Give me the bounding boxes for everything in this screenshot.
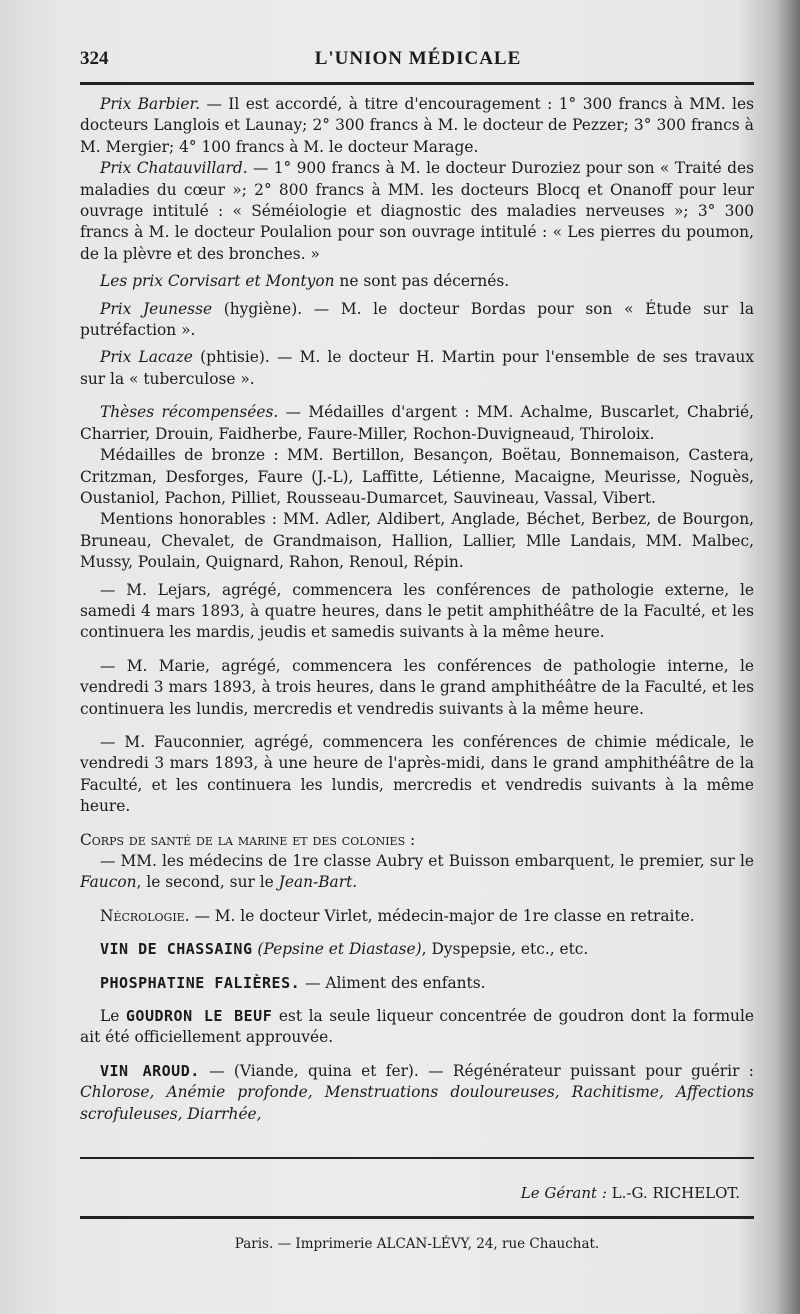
header-rule [80, 82, 754, 85]
footer-rule-bottom [80, 1216, 754, 1219]
footer-rule-top [80, 1157, 754, 1159]
article-body [80, 94, 754, 1125]
gerant-signature: Le Gérant : L.-G. RICHELOT. [520, 1184, 740, 1202]
imprint-line: Paris. — Imprimerie ALCAN-LÉVY, 24, rue Chauchat. [234, 1236, 600, 1252]
paragraph-prix-jeunesse: Prix Jeunesse (hygiène). — M. le docteur Bordas pour son « Étude sur la putréfaction ». [80, 299, 754, 340]
paragraph-prix-lacaze: Prix Lacaze (phtisie). — M. le docteur H. Martin pour l'ensemble de ses travaux sur la « tuberculose ». [80, 348, 754, 388]
paragraph-prix-barbier: Prix Barbier. — Il est accordé, à titre d'encouragement : 1° 300 francs à MM. les docteurs Langlois et Launay; 2° 300 francs à M. le docteur de Pezzer; 3° 300 francs à M. Mergier; 4° 100 francs à M. le docteur Marage. [80, 95, 754, 156]
paragraph-necrologie: Nécrologie. — M. le docteur Virlet, médecin-major de 1re classe en retraite. [100, 906, 695, 925]
paragraph-mentions: Mentions honorables : MM. Adler, Aldibert, Anglade, Béchet, Berbez, de Bourgon, Bruneau, Chevalet, de Grandmaison, Hallion, Lallier, Mlle Landais, MM. Malbec, Mussy, Poulain, Quignard, Rahon, Renoul, Répin. [80, 510, 754, 572]
ad-vin-chassaing: VIN DE CHASSAING (Pepsine et Diastase), Dyspepsie, etc., etc. [100, 940, 589, 959]
ad-goudron: Le GOUDRON LE BEUF est la seule liqueur concentrée de goudron dont la formule ait été officiellement approuvée. [80, 1007, 754, 1047]
paragraph-prix-chatauvillard: Prix Chatauvillard. — 1° 900 francs à M. le docteur Duroziez pour son « Traité des maladies du cœur »; 2° 800 francs à MM. les docteurs Blocq et Onanoff pour leur ouvrage intitulé : « Séméiologie et diagnostic des maladies nerveuses »; 3° 300 francs à M. le docteur Poulalion pour son ouvrage intitulé : « Les pierres du poumon, de la plèvre et des bronches. » [80, 159, 755, 263]
page-header [80, 40, 756, 86]
paragraph-fauconnier: — M. Fauconnier, agrégé, commencera les conférences de chimie médicale, le vendredi 3 mars 1893, à une heure de l'après-midi, dans le grand amphithéâtre de la Faculté, et les continuera les lundis, mercredis et vendredis suivants à la même heure. [80, 732, 754, 816]
paragraph-lejars: — M. Lejars, agrégé, commencera les conférences de pathologie externe, le samedi 4 mars 1893, à quatre heures, dans le petit amphithéâtre de la Faculté, et les continuera les mardis, jeudis et samedis suivants à la même heure. [80, 580, 754, 642]
ad-vin-aroud: VIN AROUD. — (Viande, quina et fer). — Régénérateur puissant pour guérir : Chlorose, Anémie profonde, Menstruations douloureuses, Rachitisme, Affections scrofuleuses, Diarrhée, [80, 1061, 754, 1123]
paragraph-marine: — MM. les médecins de 1re classe Aubry et Buisson embarquent, le premier, sur le Faucon, le second, sur le Jean-Bart. [80, 852, 754, 892]
marine-heading: Corps de santé de la marine et des colonies : [80, 830, 416, 849]
paragraph-theses: Thèses récompensées. — Médailles d'argent : MM. Achalme, Buscarlet, Chabrié, Charrier, Drouin, Faidherbe, Faure-Miller, Rochon-Duvigneaud, Thiroloix. [80, 403, 754, 443]
running-title: L'UNION MÉDICALE [314, 48, 522, 69]
page-number: 324 [80, 48, 109, 69]
ad-phosphatine: PHOSPHATINE FALIÈRES. — Aliment des enfants. [100, 973, 486, 992]
paragraph-prix-corvisart: Les prix Corvisart et Montyon ne sont pas décernés. [100, 272, 510, 291]
paragraph-marie: — M. Marie, agrégé, commencera les conférences de pathologie interne, le vendredi 3 mars 1893, à trois heures, dans le grand amphithéâtre de la Faculté, et les continuera les lundis, mercredis et vendredis suivants à la même heure. [80, 656, 754, 718]
paragraph-medailles-bronze: Médailles de bronze : MM. Bertillon, Besançon, Boëtau, Bonnemaison, Castera, Critzman, Desforges, Faure (J.-L), Laffitte, Létienne, Macaigne, Meurisse, Noguès, Oustaniol, Pachon, Pilliet, Rousseau-Dumarcet, Sauvineau, Vassal, Vibert. [80, 446, 754, 507]
